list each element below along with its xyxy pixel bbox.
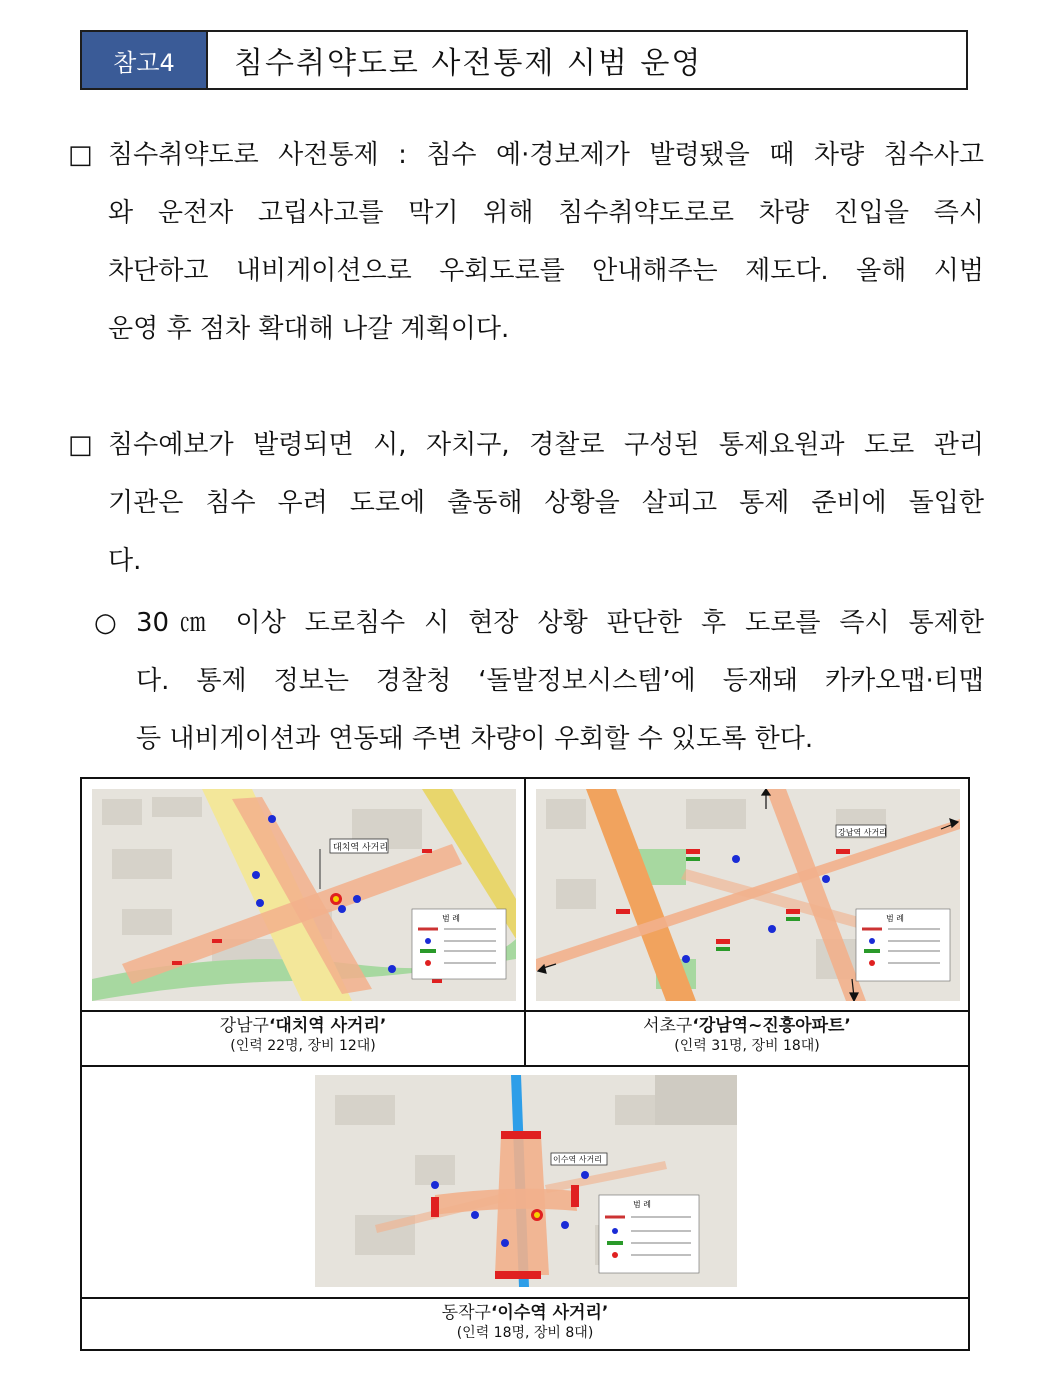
reference-header (80, 30, 968, 90)
map-site-label: 이수역 사거리 (553, 1155, 602, 1164)
paragraph-line: 차단하고 내비게이션으로 우회도로를 안내해주는 제도다. 올해 시범 (108, 256, 984, 286)
site-map-table (80, 777, 970, 1351)
paragraph-line: 기관은 침수 우려 도로에 출동해 상황을 살피고 통제 준비에 돌입한 (108, 488, 984, 518)
site-name: ‘대치역 사거리’ (268, 1016, 387, 1036)
map-legend-title: 범 례 (886, 914, 904, 923)
table-divider (82, 1297, 968, 1299)
site-district: 강남구 (219, 1016, 269, 1036)
site-name: ‘강남역~진흥아파트’ (692, 1016, 851, 1036)
square-bullet-icon: □ (68, 140, 93, 170)
map-isu-station (315, 1075, 737, 1287)
paragraph-line: 30㎝ 이상 도로침수 시 현장 상황 판단한 후 도로를 즉시 통제한 (136, 608, 984, 638)
map-legend-title: 범 례 (442, 914, 460, 923)
table-divider (82, 1010, 968, 1012)
paragraph-line: 등 내비게이션과 연동돼 주변 차량이 우회할 수 있도록 한다. (136, 724, 814, 754)
site-resources: (인력 18명, 장비 8대) (456, 1325, 594, 1341)
paragraph-line: 침수예보가 발령되면 시, 자치구, 경찰로 구성된 통제요원과 도로 관리 (108, 430, 984, 460)
page-title: 침수취약도로 사전통제 시범 운영 (234, 46, 703, 81)
paragraph-3 (136, 594, 984, 768)
site-name: ‘이수역 사거리’ (490, 1303, 609, 1323)
paragraph-line: 침수취약도로 사전통제 : 침수 예·경보제가 발령됐을 때 차량 침수사고 (108, 140, 984, 170)
map-daechi-station (92, 789, 516, 1001)
map-graphic (92, 789, 516, 1001)
paragraph-line: 운영 후 점차 확대해 나갈 계획이다. (108, 314, 510, 344)
circle-bullet-icon: ○ (94, 608, 117, 638)
site-resources: (인력 22명, 장비 12대) (230, 1038, 376, 1054)
site-district: 서초구 (643, 1016, 693, 1036)
map-site-label: 강남역 사거리 (838, 828, 887, 837)
map-graphic (536, 789, 960, 1001)
site-caption-daechi (82, 1015, 524, 1055)
map-legend-title: 범 례 (633, 1200, 651, 1209)
paragraph-line: 다. 통제 정보는 경찰청 ‘돌발정보시스템’에 등재돼 카카오맵·티맵 (136, 666, 984, 696)
map-graphic (315, 1075, 737, 1287)
paragraph-line: 와 운전자 고립사고를 막기 위해 침수취약도로로 차량 진입을 즉시 (108, 198, 984, 228)
paragraph-line: 다. (108, 546, 142, 576)
site-caption-isu (82, 1302, 968, 1342)
paragraph-2 (108, 416, 984, 590)
map-site-label: 대치역 사거리 (333, 843, 389, 853)
square-bullet-icon: □ (68, 430, 93, 460)
map-gangnam-station (536, 789, 960, 1001)
reference-tag: 참고4 (82, 32, 208, 88)
site-resources: (인력 31명, 장비 18대) (674, 1038, 820, 1054)
site-district: 동작구 (441, 1303, 491, 1323)
table-divider (82, 1065, 968, 1067)
site-caption-gangnam (526, 1015, 968, 1055)
paragraph-1 (108, 126, 984, 358)
